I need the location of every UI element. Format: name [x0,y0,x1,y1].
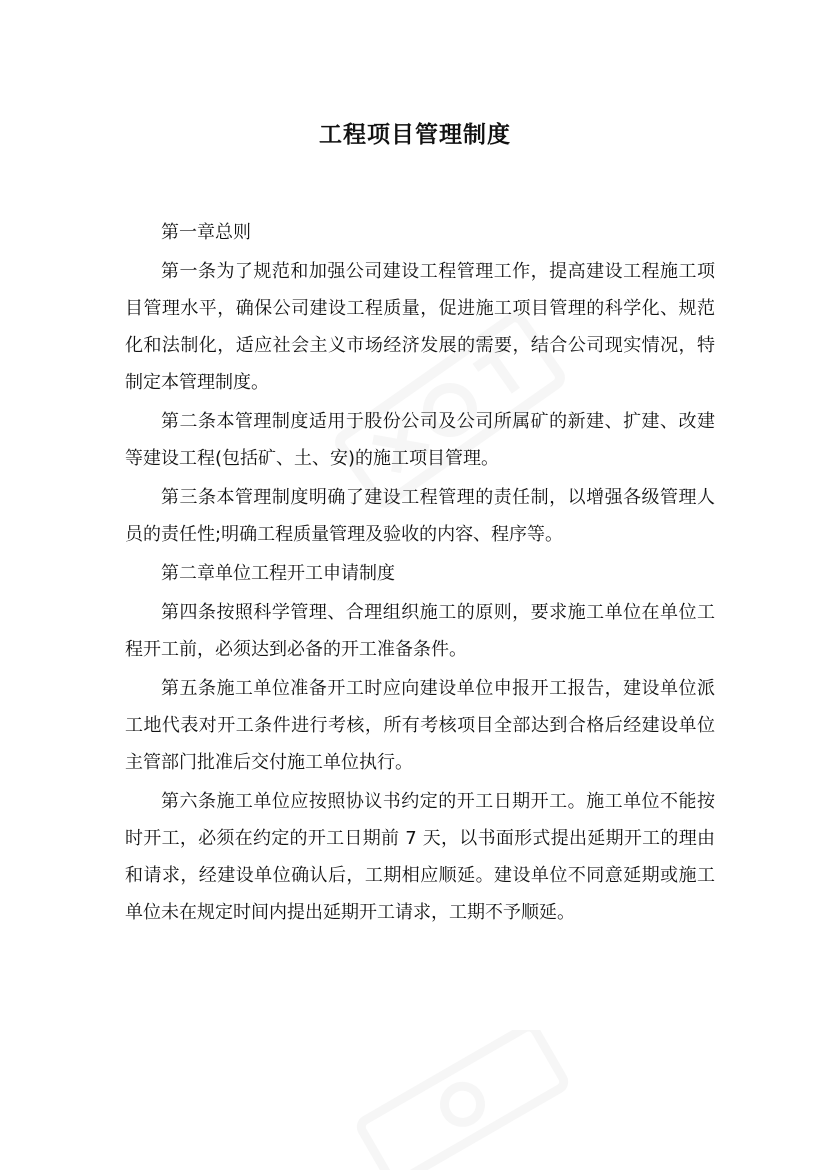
page-title: 工程项目管理制度 [319,122,511,148]
document-body [125,214,715,933]
article-paragraph: 第六条施工单位应按照协议书约定的开工日期开工。施工单位不能按时开工，必须在约定的开工日期前 7 天，以书面形式提出延期开工的理由和请求，经建设单位确认后，工期相应顺延。建设单位不同意延期或施工单位未在规定时间内提出延期开工请求，工期不予顺延。 [125,791,715,923]
chapter-heading: 第二章单位工程开工申请制度 [161,563,395,584]
watermark-stamp-icon [330,1030,590,1170]
article-paragraph: 第四条按照科学管理、合理组织施工的原则，要求施工单位在单位工程开工前，必须达到必备的开工准备条件。 [125,602,715,660]
article-paragraph: 第一条为了规范和加强公司建设工程管理工作，提高建设工程施工项目管理水平，确保公司建设工程质量，促进施工项目管理的科学化、规范化和法制化，适应社会主义市场经济发展的需要，结合公司现实情况，特制定本管理制度。 [125,261,715,393]
article-paragraph: 第二条本管理制度适用于股份公司及公司所属矿的新建、扩建、改建等建设工程(包括矿、土、安)的施工项目管理。 [125,411,715,469]
chapter-heading: 第一章总则 [161,222,251,243]
article-paragraph: 第三条本管理制度明确了建设工程管理的责任制，以增强各级管理人员的责任性;明确工程质量管理及验收的内容、程序等。 [125,487,715,545]
article-paragraph: 第五条施工单位准备开工时应向建设单位申报开工报告，建设单位派工地代表对开工条件进行考核，所有考核项目全部达到合格后经建设单位主管部门批准后交付施工单位执行。 [125,678,715,773]
